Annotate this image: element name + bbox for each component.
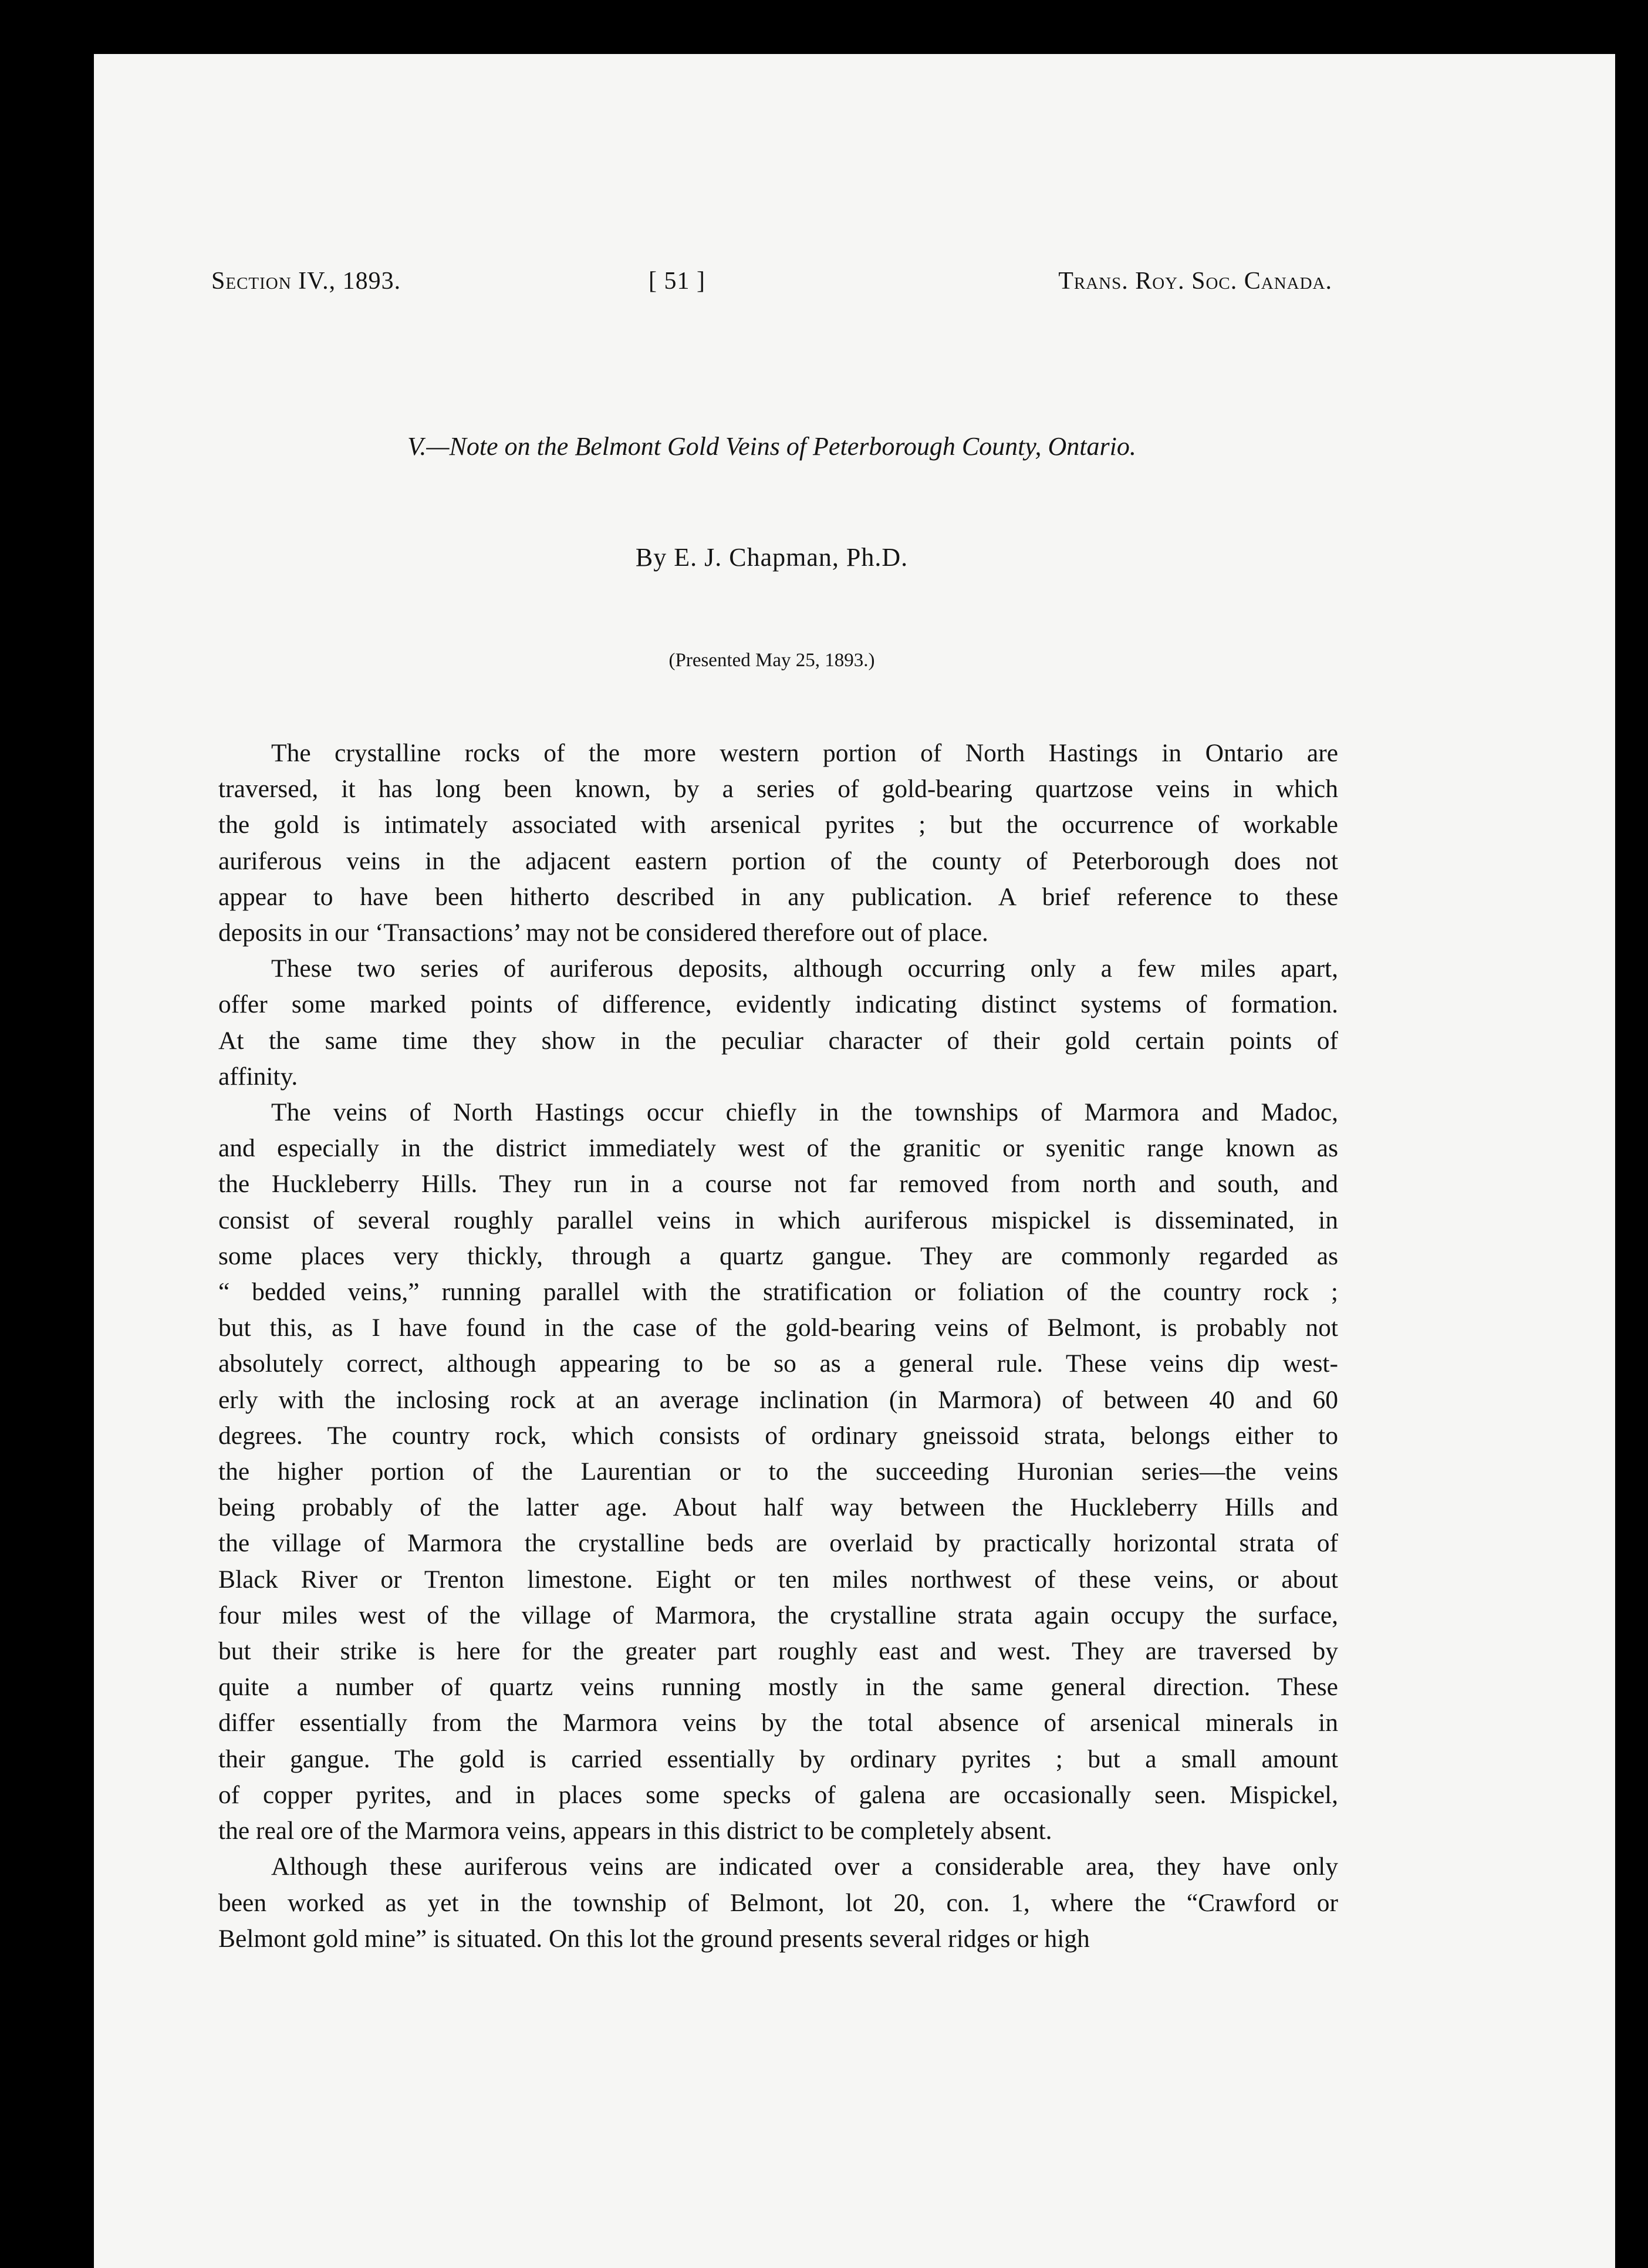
text-line: been worked as yet in the township of Belmont, lot 20, con. 1, where the “Crawford or: [218, 1888, 1338, 1917]
presented-date: (Presented May 25, 1893.): [668, 650, 875, 671]
text-line: some places very thickly, through a quartz gangue. They are commonly regarded as: [218, 1241, 1338, 1270]
text-line: degrees. The country rock, which consists of ordinary gneissoid strata, belongs either to: [218, 1421, 1338, 1450]
paragraph: [218, 951, 1338, 1095]
text-line: the gold is intimately associated with arsenical pyrites ; but the occurrence of workable: [218, 811, 1338, 839]
journal-label: Trans. Roy. Soc. Canada.: [1058, 268, 1332, 295]
text-line: These two series of auriferous deposits, although occurring only a few miles apart,: [271, 954, 1338, 983]
text-line: absolutely correct, although appearing to be so as a general rule. These veins dip west-: [218, 1349, 1338, 1378]
text-line: The crystalline rocks of the more western portion of North Hastings in Ontario are: [271, 739, 1338, 767]
text-line: Belmont gold mine” is situated. On this lot the ground presents several ridges or high: [218, 1924, 1090, 1953]
text-line: but this, as I have found in the case of the gold-bearing veins of Belmont, is probably not: [218, 1314, 1338, 1342]
text-line: appear to have been hitherto described in any publication. A brief reference to these: [218, 882, 1338, 911]
text-line: differ essentially from the Marmora veins by the total absence of arsenical minerals in: [218, 1709, 1338, 1737]
text-line: erly with the inclosing rock at an average inclination (in Marmora) of between 40 and 60: [218, 1385, 1338, 1414]
text-line: traversed, it has long been known, by a series of gold-bearing quartzose veins in which: [218, 775, 1338, 804]
text-line: At the same time they show in the peculiar character of their gold certain points of: [218, 1026, 1338, 1055]
text-line: but their strike is here for the greater part roughly east and west. They are traversed by: [218, 1637, 1338, 1666]
text-line: deposits in our ‘Transactions’ may not be considered therefore out of place.: [218, 919, 988, 947]
text-line: of copper pyrites, and in places some specks of galena are occasionally seen. Mispickel,: [218, 1780, 1338, 1809]
article-title: V.—Note on the Belmont Gold Veins of Peterborough County, Ontario.: [407, 432, 1136, 461]
text-line: quite a number of quartz veins running mostly in the same general direction. These: [218, 1673, 1338, 1702]
text-line: four miles west of the village of Marmora, the crystalline strata again occupy the surface,: [218, 1601, 1338, 1629]
paragraph: [218, 1849, 1338, 1957]
text-line: their gangue. The gold is carried essentially by ordinary pyrites ; but a small amount: [218, 1744, 1338, 1773]
section-label: Section IV., 1893.: [211, 268, 401, 295]
text-line: offer some marked points of difference, evidently indicating distinct systems of formation.: [218, 990, 1338, 1019]
text-line: auriferous veins in the adjacent eastern portion of the county of Peterborough does not: [218, 846, 1338, 875]
author-byline: By E. J. Chapman, Ph.D.: [635, 543, 909, 572]
running-header: [211, 267, 1332, 302]
text-line: the village of Marmora the crystalline beds are overlaid by practically horizontal strata of: [218, 1529, 1338, 1558]
text-line: Although these auriferous veins are indicated over a considerable area, they have only: [271, 1852, 1338, 1881]
text-line: The veins of North Hastings occur chiefly in the townships of Marmora and Madoc,: [271, 1098, 1338, 1127]
text-line: consist of several roughly parallel veins in which auriferous mispickel is disseminated, in: [218, 1206, 1338, 1234]
text-line: affinity.: [218, 1062, 298, 1091]
text-line: “ bedded veins,” running parallel with the stratification or foliation of the country rock ;: [218, 1278, 1338, 1307]
article-body: [218, 735, 1338, 1957]
text-line: being probably of the latter age. About half way between the Huckleberry Hills and: [218, 1493, 1338, 1522]
text-line: and especially in the district immediately west of the granitic or syenitic range known as: [218, 1134, 1338, 1163]
text-line: the real ore of the Marmora veins, appears in this district to be completely absent.: [218, 1817, 1052, 1845]
text-line: the higher portion of the Laurentian or to the succeeding Huronian series—the veins: [218, 1457, 1338, 1486]
page-number: [ 51 ]: [649, 268, 705, 295]
paragraph: [218, 735, 1338, 951]
text-line: the Huckleberry Hills. They run in a course not far removed from north and south, and: [218, 1170, 1338, 1199]
text-line: Black River or Trenton limestone. Eight or ten miles northwest of these veins, or about: [218, 1565, 1338, 1594]
paragraph: [218, 1095, 1338, 1849]
